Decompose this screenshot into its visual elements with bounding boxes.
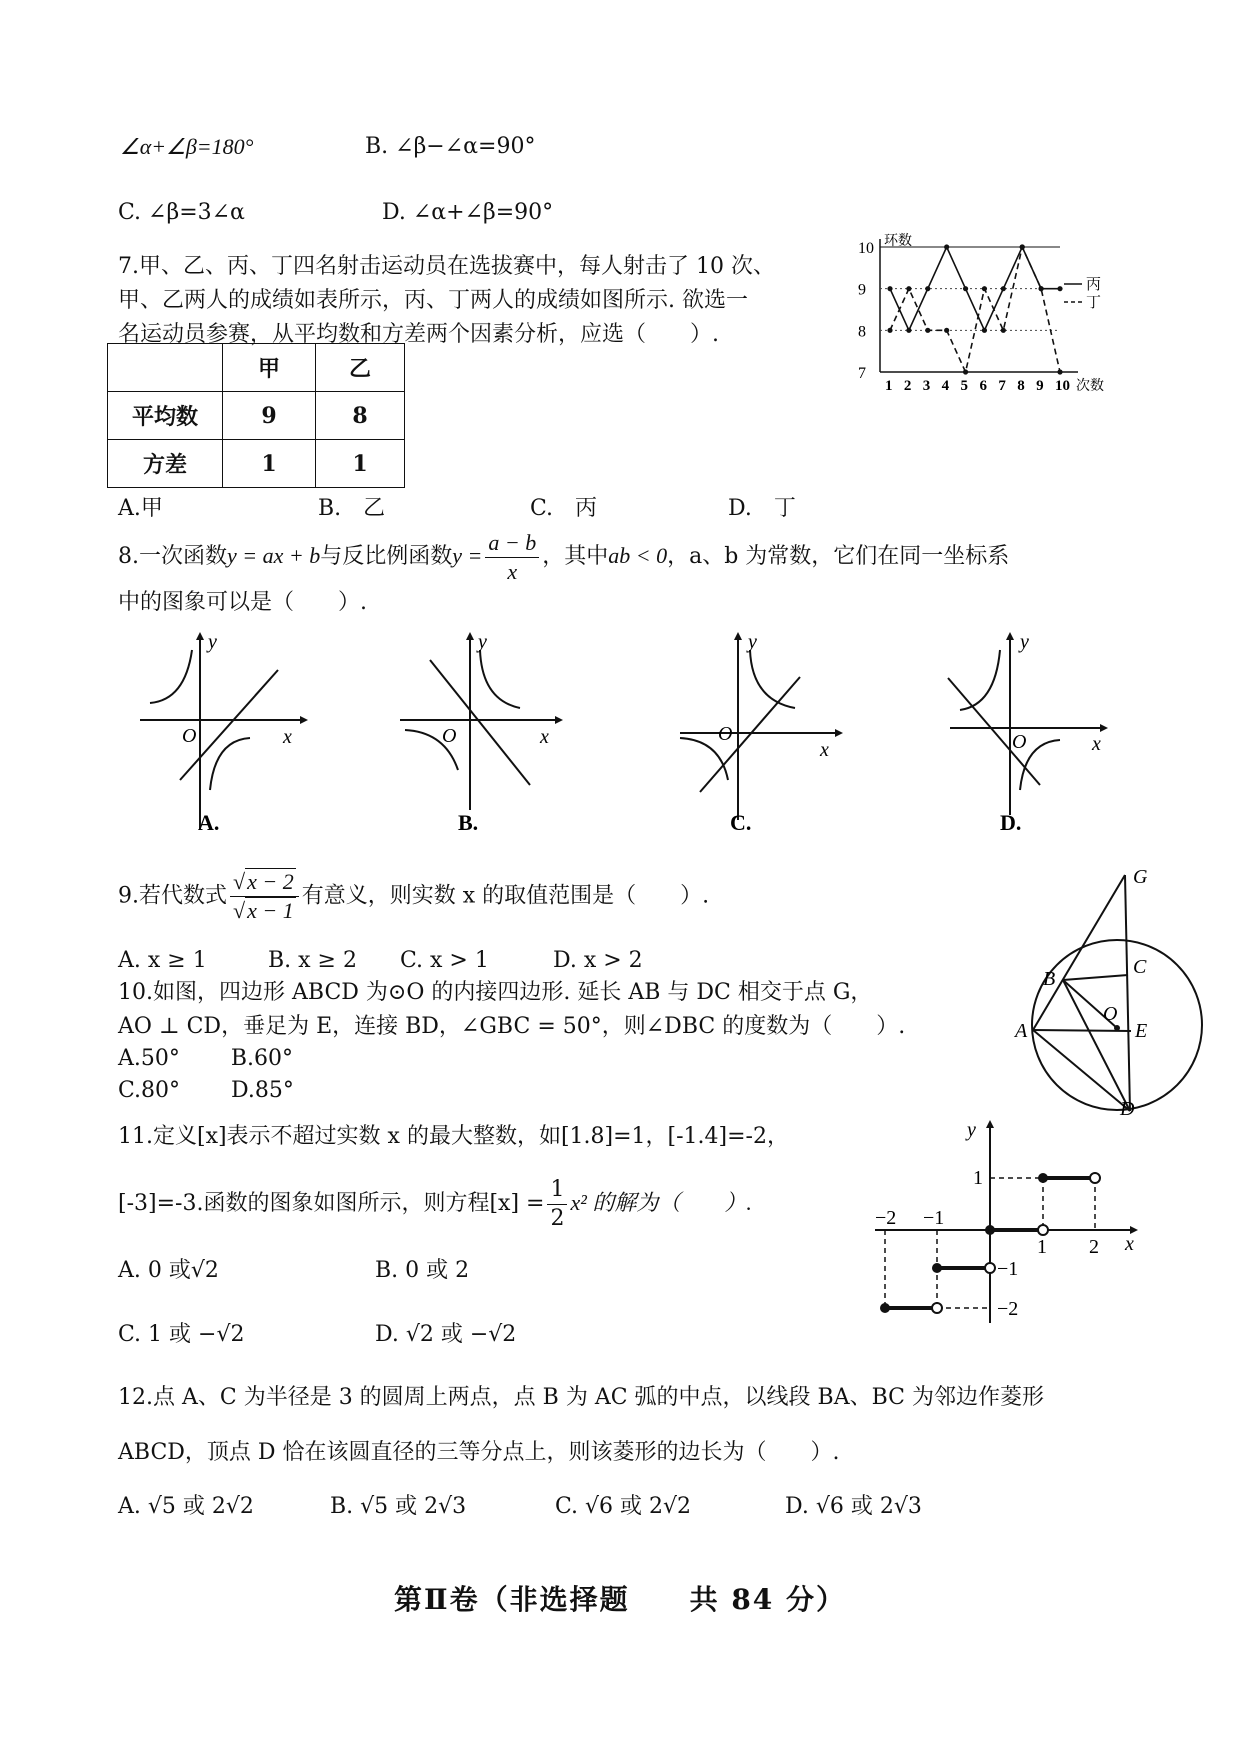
- q11-floor-graph: [875, 1118, 1145, 1333]
- q8-line-1: [118, 528, 1009, 586]
- q8-mid: 与反比例函数: [320, 544, 453, 569]
- q11-line-2-suffix: x² 的解为（ ）.: [570, 1190, 752, 1215]
- fraction-numerator: √x − 2: [230, 868, 299, 897]
- legend-label: 丙: [1086, 277, 1102, 293]
- q8-graph-b: [390, 630, 570, 840]
- point-label-b: B: [1043, 968, 1056, 990]
- q7-line-2: 甲、乙两人的成绩如表所示，丙、丁两人的成绩如图所示. 欲选一: [118, 288, 748, 313]
- point-label-g: G: [1133, 866, 1148, 888]
- q11-option-c: C. 1 或 −√2: [118, 1322, 245, 1347]
- x-tick-label: 8: [1017, 378, 1025, 394]
- fraction-denominator: 2: [550, 1205, 565, 1231]
- x-tick-label: 3: [922, 378, 931, 394]
- q11-line-2-prefix: [-3]=-3.函数的图象如图所示，则方程[x] =: [118, 1191, 545, 1216]
- data-point: [925, 328, 930, 333]
- table-header-cell: [108, 344, 223, 392]
- q7-option-d: D. 丁: [728, 496, 796, 521]
- data-point: [1020, 244, 1025, 249]
- data-point: [1057, 369, 1062, 374]
- q8-graph-d: [940, 630, 1120, 840]
- data-point: [963, 369, 968, 374]
- y-tick-label: −2: [997, 1298, 1019, 1320]
- table-cell: 8: [316, 392, 405, 440]
- origin-label: O: [182, 725, 197, 747]
- q12-option-a: A. √5 或 2√2: [118, 1494, 254, 1519]
- table-row: [108, 344, 405, 392]
- q8-cond-post: ，a、b 为常数，它们在同一坐标系: [667, 544, 1010, 569]
- data-point: [906, 328, 911, 333]
- y-axis-label: y: [208, 631, 217, 653]
- x-tick-label: 6: [979, 378, 987, 394]
- table-header-cell: 甲: [223, 344, 316, 392]
- data-point: [963, 286, 968, 291]
- q10-line-2: AO ⊥ CD，垂足为 E，连接 BD，∠GBC = 50°，则∠DBC 的度数为（ ）.: [118, 1014, 906, 1039]
- x-axis-label: x: [1125, 1233, 1134, 1255]
- origin-label: O: [718, 723, 733, 745]
- y-axis-label: y: [1020, 631, 1029, 653]
- q12-option-d: D. √6 或 2√3: [785, 1494, 922, 1519]
- x-tick-label: 5: [960, 378, 969, 394]
- y-tick-label: 1: [973, 1167, 983, 1189]
- origin-label: O: [1012, 731, 1027, 753]
- x-tick-label: −2: [875, 1207, 897, 1229]
- q7-option-a: A.甲: [118, 496, 163, 521]
- q9-line: [118, 868, 709, 925]
- data-point: [1001, 328, 1006, 333]
- data-point: [925, 286, 930, 291]
- y-tick-label: 8: [858, 323, 866, 341]
- q8-condition: ab < 0: [608, 543, 668, 568]
- q6-option-d: D. ∠α+∠β=90°: [382, 200, 554, 225]
- q11-fraction: [547, 1176, 567, 1233]
- x-tick-label: 4: [941, 378, 950, 394]
- data-point: [1057, 286, 1062, 291]
- q6-option-a: ∠α+∠β=180°: [120, 134, 254, 159]
- q11-option-b: B. 0 或 2: [375, 1258, 470, 1283]
- q12-option-c: C. √6 或 2√2: [555, 1494, 692, 1519]
- x-tick-label: 2: [1089, 1236, 1099, 1258]
- graph-label-b: B.: [458, 810, 479, 835]
- y-tick-label: 9: [858, 281, 866, 299]
- q8-linear-func: y = ax + b: [227, 543, 321, 568]
- data-point: [982, 328, 987, 333]
- q8-cond-pre: ，其中: [542, 544, 609, 569]
- x-axis-label: x: [283, 726, 292, 748]
- sqrt-radicand: x − 1: [247, 898, 294, 923]
- q8-prefix: 8.一次函数: [118, 544, 227, 569]
- q11-option-a: A. 0 或√2: [118, 1258, 219, 1283]
- q10-options-row-1: A.50° B.60°: [118, 1046, 294, 1071]
- table-cell: 1: [316, 440, 405, 488]
- q9-prefix: 9.若代数式: [118, 883, 227, 909]
- q8-graph-a: [130, 630, 310, 840]
- shooting-score-chart: [840, 232, 1120, 402]
- q9-option-a: A. x ≥ 1: [118, 948, 207, 973]
- q7-line-1: 7.甲、乙、丙、丁四名射击运动员在选拔赛中，每人射击了 10 次、: [118, 254, 775, 279]
- fraction-denominator: √x − 1: [233, 898, 294, 923]
- legend-label: 丁: [1086, 295, 1102, 311]
- y-axis-label: y: [478, 631, 487, 653]
- q10-line-1: 10.如图，四边形 ABCD 为⊙O 的内接四边形. 延长 AB 与 DC 相交于点 G，: [118, 980, 873, 1005]
- point-label-o: O: [1103, 1003, 1118, 1025]
- q12-line-2: ABCD，顶点 D 恰在该圆直径的三等分点上，则该菱形的边长为（ ）.: [118, 1440, 840, 1465]
- data-point: [1001, 286, 1006, 291]
- data-point: [1039, 286, 1044, 291]
- q9-suffix: 有意义，则实数 x 的取值范围是（ ）.: [301, 883, 710, 909]
- q8-graph-c: [670, 630, 850, 840]
- x-axis-label: 次数: [1076, 379, 1104, 394]
- fraction-numerator: 1: [547, 1176, 567, 1205]
- y-axis-label: y: [967, 1119, 976, 1141]
- table-row: [108, 440, 405, 488]
- graph-label-d: D.: [1000, 810, 1022, 835]
- q9-option-c: C. x > 1: [400, 948, 489, 973]
- fraction-denominator: x: [507, 558, 518, 584]
- y-tick-label: −1: [997, 1258, 1019, 1280]
- q9-option-b: B. x ≥ 2: [268, 948, 357, 973]
- data-point: [944, 244, 949, 249]
- q8-inverse-lhs: y =: [452, 543, 483, 568]
- q11-line-1: 11.定义[x]表示不超过实数 x 的最大整数，如[1.8]=1，[-1.4]=-2，: [118, 1124, 789, 1149]
- x-tick-label: 2: [903, 378, 912, 394]
- q11-line-2: [118, 1175, 752, 1233]
- q6-option-b: B. ∠β−∠α=90°: [365, 134, 536, 159]
- table-row: [108, 392, 405, 440]
- sqrt-radicand: x − 2: [247, 869, 294, 894]
- x-tick-label: 1: [1037, 1236, 1047, 1258]
- q7-line-3: 名运动员参赛，从平均数和方差两个因素分析，应选（ ）.: [118, 322, 719, 347]
- x-tick-label: 7: [998, 378, 1006, 394]
- x-axis-label: x: [1092, 733, 1101, 755]
- point-label-a: A: [1015, 1020, 1028, 1042]
- q10-circle-figure: [1015, 865, 1215, 1120]
- table-cell: 平均数: [108, 392, 223, 440]
- point-label-c: C: [1133, 956, 1147, 978]
- q8-inverse-fraction: [485, 529, 539, 586]
- fraction-numerator: a − b: [485, 529, 539, 558]
- q9-option-d: D. x > 2: [553, 948, 643, 973]
- data-point: [887, 286, 892, 291]
- graph-label-c: C.: [730, 810, 752, 835]
- x-tick-label: 9: [1036, 378, 1044, 394]
- graph-label-a: A.: [198, 810, 220, 835]
- x-tick-label: −1: [923, 1207, 945, 1229]
- table-header-cell: 乙: [316, 344, 405, 392]
- table-cell: 9: [223, 392, 316, 440]
- q11-option-d: D. √2 或 −√2: [375, 1322, 517, 1347]
- q6-option-c: C. ∠β=3∠α: [118, 200, 245, 225]
- q12-line-1: 12.点 A、C 为半径是 3 的圆周上两点，点 B 为 AC 弧的中点，以线段 BA、BC 为邻边作菱形: [118, 1385, 1044, 1410]
- x-axis-label: x: [820, 739, 829, 761]
- y-tick-label: 7: [858, 365, 866, 382]
- y-axis-label: y: [748, 631, 757, 653]
- origin-label: O: [442, 725, 457, 747]
- point-label-e: E: [1135, 1020, 1148, 1042]
- y-tick-label: 10: [858, 240, 874, 257]
- data-point: [944, 328, 949, 333]
- q8-line-2: 中的图象可以是（ ）.: [118, 590, 367, 615]
- x-tick-label: 10: [1055, 378, 1070, 394]
- q7-option-c: C. 丙: [530, 496, 598, 521]
- q7-option-b: B. 乙: [318, 496, 386, 521]
- q10-options-row-2: C.80° D.85°: [118, 1078, 294, 1103]
- point-label-d: D: [1120, 1098, 1135, 1120]
- y-axis-label: 环数: [884, 234, 912, 249]
- q12-option-b: B. √5 或 2√3: [330, 1494, 467, 1519]
- x-tick-label: 1: [885, 378, 893, 394]
- data-point: [887, 328, 892, 333]
- data-point: [906, 286, 911, 291]
- score-table: [107, 343, 405, 488]
- x-axis-label: x: [540, 726, 549, 748]
- table-cell: 1: [223, 440, 316, 488]
- section-title: 第Ⅱ卷（非选择题 共 84 分）: [393, 1583, 847, 1616]
- table-cell: 方差: [108, 440, 223, 488]
- data-point: [982, 286, 987, 291]
- q9-fraction: [230, 868, 299, 925]
